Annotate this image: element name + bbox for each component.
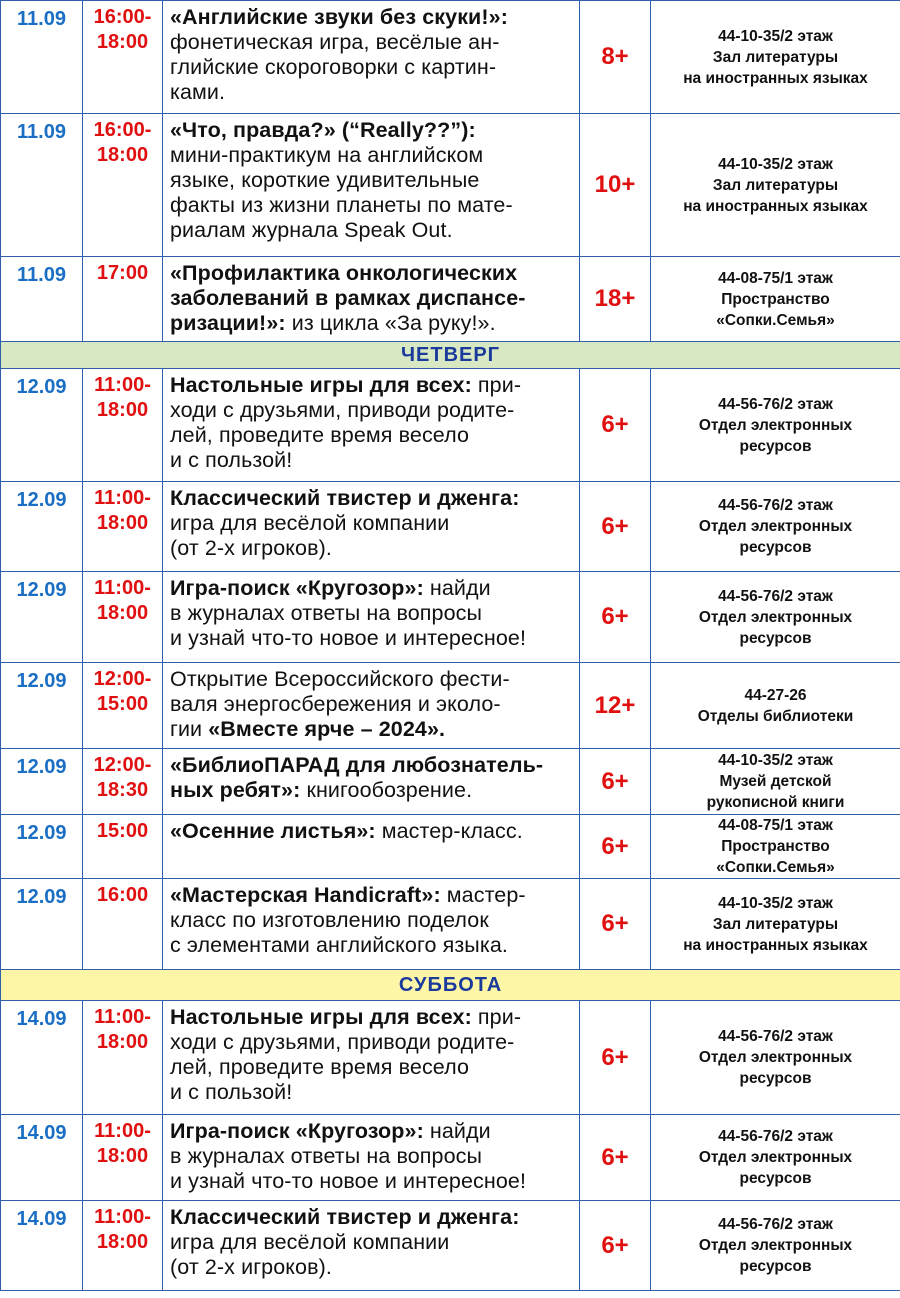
event-time: 17:00 [83, 257, 163, 342]
event-description [163, 257, 580, 342]
event-text: игра для весёлой компании (от 2-х игроков). [170, 511, 450, 560]
event-title: «БиблиоПАРАД для любознатель- ных ребят»: [170, 753, 544, 802]
event-description [163, 1, 580, 114]
event-text: найди в журналах ответы на вопросы и узнай что-то новое и интересное! [170, 576, 527, 650]
event-date: 11.09 [1, 257, 83, 342]
event-location: 44-10-35/2 этаж Зал литературы на иностранных языках [651, 1, 900, 114]
event-description [163, 572, 580, 663]
event-title: «Профилактика онкологических заболеваний в рамках диспансе- ризации!»: [170, 261, 526, 335]
event-text: мастер-класс. [375, 819, 523, 843]
event-date: 12.09 [1, 663, 83, 749]
event-row [1, 369, 900, 482]
event-time: 12:00- 18:30 [83, 749, 163, 815]
event-description [163, 663, 580, 749]
event-location: 44-08-75/1 этаж Пространство «Сопки.Семья» [651, 257, 900, 342]
age-rating: 6+ [580, 572, 651, 663]
event-date: 11.09 [1, 114, 83, 257]
event-time: 11:00- 18:00 [83, 572, 163, 663]
day-label: ЧЕТВЕРГ [1, 342, 900, 369]
event-row [1, 1, 900, 114]
event-text: из цикла «За руку!». [285, 311, 496, 335]
day-header-saturday [1, 970, 900, 1001]
age-rating: 12+ [580, 663, 651, 749]
event-title: «Мастерская Handicraft»: [170, 883, 441, 907]
event-date: 14.09 [1, 1001, 83, 1115]
event-date: 12.09 [1, 572, 83, 663]
event-title: Игра-поиск «Кругозор»: [170, 1119, 424, 1143]
event-text: мини-практикум на английском языке, короткие удивительные факты из жизни планеты по мате- риалам журнала Speak Out. [170, 143, 513, 242]
event-description [163, 879, 580, 970]
event-time: 15:00 [83, 815, 163, 879]
event-text: игра для весёлой компании (от 2-х игроков). [170, 1230, 450, 1279]
event-date: 12.09 [1, 369, 83, 482]
event-description [163, 114, 580, 257]
event-title: Игра-поиск «Кругозор»: [170, 576, 424, 600]
event-time: 11:00- 18:00 [83, 1201, 163, 1291]
age-rating: 6+ [580, 482, 651, 572]
event-location: 44-08-75/1 этаж Пространство «Сопки.Семья» [651, 815, 900, 879]
event-time: 11:00- 18:00 [83, 1115, 163, 1201]
event-location: 44-56-76/2 этаж Отдел электронных ресурсов [651, 1115, 900, 1201]
event-title: «Вместе ярче – 2024». [208, 717, 446, 741]
event-location: 44-10-35/2 этаж Музей детской рукописной книги [651, 749, 900, 815]
event-location: 44-56-76/2 этаж Отдел электронных ресурсов [651, 1201, 900, 1291]
event-title: «Осенние листья»: [170, 819, 376, 843]
event-date: 14.09 [1, 1201, 83, 1291]
event-time: 11:00- 18:00 [83, 1001, 163, 1115]
event-description [163, 369, 580, 482]
event-description [163, 749, 580, 815]
event-description [163, 815, 580, 879]
age-rating: 10+ [580, 114, 651, 257]
event-row [1, 879, 900, 970]
event-time: 12:00- 15:00 [83, 663, 163, 749]
event-time: 16:00- 18:00 [83, 1, 163, 114]
event-row [1, 815, 900, 879]
event-title: Классический твистер и дженга: [170, 1205, 520, 1229]
event-date: 11.09 [1, 1, 83, 114]
event-location: 44-10-35/2 этаж Зал литературы на иностранных языках [651, 879, 900, 970]
event-description [163, 482, 580, 572]
event-text: при- ходи с друзьями, приводи родите- лей, проведите время весело и с пользой! [170, 1005, 522, 1104]
event-row [1, 749, 900, 815]
age-rating: 6+ [580, 369, 651, 482]
event-row [1, 482, 900, 572]
event-row [1, 663, 900, 749]
event-time: 16:00- 18:00 [83, 114, 163, 257]
event-date: 12.09 [1, 749, 83, 815]
event-location: 44-56-76/2 этаж Отдел электронных ресурсов [651, 482, 900, 572]
age-rating: 6+ [580, 879, 651, 970]
event-text: найди в журналах ответы на вопросы и узнай что-то новое и интересное! [170, 1119, 527, 1193]
event-title: Настольные игры для всех: [170, 373, 472, 397]
event-location: 44-10-35/2 этаж Зал литературы на иностранных языках [651, 114, 900, 257]
event-time: 16:00 [83, 879, 163, 970]
event-title: «Что, правда?» (“Really??”): [170, 118, 476, 142]
event-time: 11:00- 18:00 [83, 482, 163, 572]
age-rating: 6+ [580, 815, 651, 879]
event-date: 14.09 [1, 1115, 83, 1201]
event-text: книгообозрение. [300, 778, 473, 802]
event-title: Настольные игры для всех: [170, 1005, 472, 1029]
event-row [1, 114, 900, 257]
event-row [1, 1115, 900, 1201]
event-row [1, 1001, 900, 1115]
age-rating: 6+ [580, 749, 651, 815]
age-rating: 8+ [580, 1, 651, 114]
event-title: Классический твистер и дженга: [170, 486, 520, 510]
event-title: «Английские звуки без скуки!»: [170, 5, 508, 29]
event-location: 44-56-76/2 этаж Отдел электронных ресурсов [651, 369, 900, 482]
age-rating: 6+ [580, 1001, 651, 1115]
event-text: фонетическая игра, весёлые ан- глийские скороговорки с картин- ками. [170, 30, 500, 104]
event-row [1, 257, 900, 342]
event-date: 12.09 [1, 815, 83, 879]
event-text: мастер- класс по изготовлению поделок с элементами английского языка. [170, 883, 526, 957]
event-date: 12.09 [1, 482, 83, 572]
age-rating: 6+ [580, 1115, 651, 1201]
event-location: 44-56-76/2 этаж Отдел электронных ресурсов [651, 1001, 900, 1115]
event-location: 44-27-26 Отделы библиотеки [651, 663, 900, 749]
event-row [1, 1201, 900, 1291]
event-text: при- ходи с друзьями, приводи родите- лей, проведите время весело и с пользой! [170, 373, 522, 472]
event-date: 12.09 [1, 879, 83, 970]
age-rating: 6+ [580, 1201, 651, 1291]
event-description [163, 1201, 580, 1291]
event-description [163, 1001, 580, 1115]
event-location: 44-56-76/2 этаж Отдел электронных ресурсов [651, 572, 900, 663]
event-text: Открытие Всероссийского фести- валя энергосбережения и эколо- гии [170, 667, 510, 741]
day-header-thursday [1, 342, 900, 369]
event-time: 11:00- 18:00 [83, 369, 163, 482]
age-rating: 18+ [580, 257, 651, 342]
day-label: СУББОТА [1, 970, 900, 1001]
event-description [163, 1115, 580, 1201]
event-row [1, 572, 900, 663]
